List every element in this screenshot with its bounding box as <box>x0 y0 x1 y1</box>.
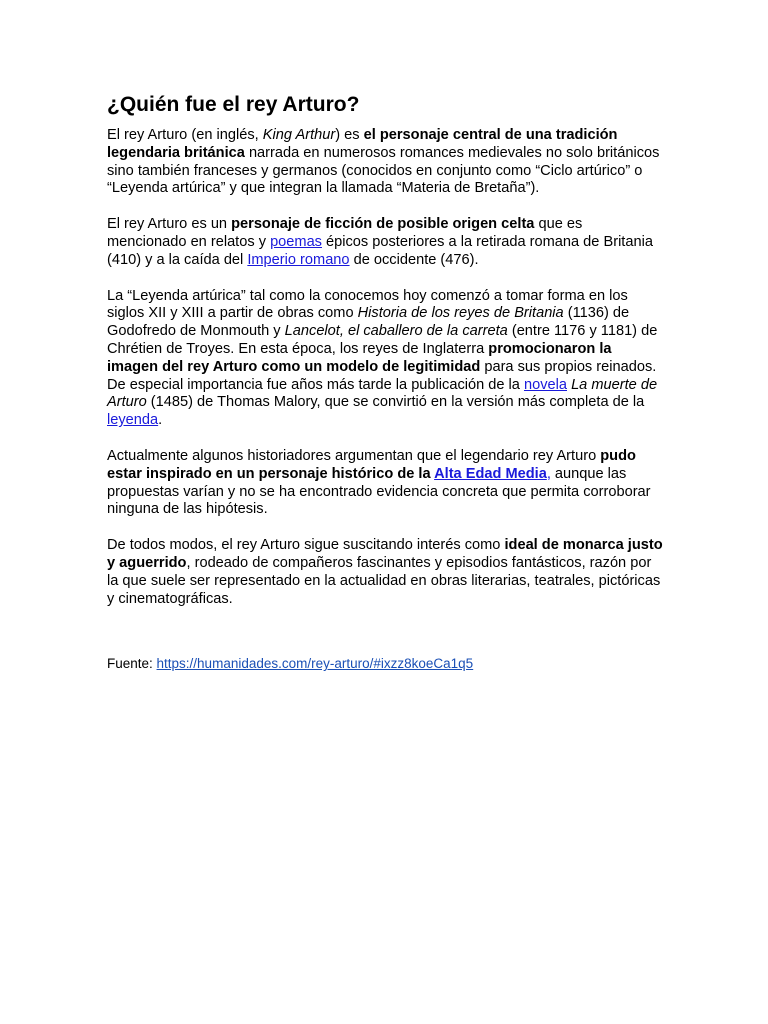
paragraph-3 <box>107 288 663 430</box>
p2-text-4: de occidente (476). <box>349 251 479 268</box>
p3-text-5: (1485) de Thomas Malory, que se convirtió en la versión más completa de la <box>146 394 645 411</box>
p3-text-2: (1136) de Godofredo de Monmouth y <box>107 305 630 340</box>
p1-italic-king-arthur: King Arthur <box>262 127 336 143</box>
p1-text-1: El rey Arturo (en inglés, <box>107 127 263 143</box>
p5-text-1: De todos modos, el rey Arturo sigue suscitando interés como <box>107 537 505 554</box>
paragraph-1 <box>107 127 663 198</box>
p2-text-1: El rey Arturo es un <box>107 216 232 233</box>
p2-text-3: épicos posteriores a la retirada romana de Britania (410) y a la caída del <box>107 233 653 268</box>
source-line <box>107 655 663 672</box>
link-poemas[interactable]: poemas <box>270 233 322 250</box>
source-label: Fuente: <box>107 656 157 672</box>
p2-text-2: que es mencionado en relatos y <box>107 216 583 250</box>
p3-text-1: La “Leyenda artúrica” tal como la conocemos hoy comenzó a tomar forma en los siglos XII y XIII a partir de obras como <box>107 287 628 322</box>
p3-italic-3: La muerte de Arturo <box>107 376 658 411</box>
p3-italic-1: Historia de los reyes de Britania <box>357 305 564 322</box>
p3-text-6: . <box>158 412 163 429</box>
p5-bold-1: ideal de monarca justo y aguerrido <box>107 537 663 571</box>
p1-text-2: ) es <box>335 127 364 143</box>
page-title: ¿Quién fue el rey Arturo? <box>107 93 360 116</box>
p3-text-3: (entre 1176 y 1181) de Chrétien de Troyes. En esta época, los reyes de Inglaterra <box>107 323 658 357</box>
source-link[interactable]: https://humanidades.com/rey-arturo/#ixzz8koeCa1q5 <box>156 656 474 672</box>
link-imperio-romano[interactable]: Imperio romano <box>247 251 350 268</box>
link-leyenda[interactable]: leyenda <box>107 412 159 429</box>
link-novela[interactable]: novela <box>523 376 567 393</box>
paragraph-4 <box>107 448 663 519</box>
document-page <box>107 92 663 690</box>
p2-bold-1: personaje de ficción de posible origen celta <box>231 216 535 233</box>
p1-text-3: narrada en numerosos romances medievales no solo británicos sino también franceses y germanos (conocidos en conjunto como “Ciclo artúrico” o “Leyenda artúrica” y que integran la llamada “Materia de Bretaña”). <box>107 144 660 197</box>
p5-text-2: , rodeado de compañeros fascinantes y episodios fantásticos, razón por la que suele ser representado en la actualidad en obras literarias, teatrales, pictóricas y cinematográficas. <box>107 554 661 607</box>
p1-bold-1: el personaje central de una tradición legendaria británica <box>107 127 618 161</box>
p4-bold-1: pudo estar inspirado en un personaje histórico de la <box>107 447 636 482</box>
paragraph-5 <box>107 537 663 608</box>
p4-text-2: aunque las propuestas varían y no se ha encontrado evidencia concreta que permita corroborar ninguna de las hipótesis. <box>107 465 651 518</box>
link-alta-edad-media[interactable]: Alta Edad Media <box>434 465 547 482</box>
p4-text-1: Actualmente algunos historiadores argumentan que el legendario rey Arturo <box>107 447 601 464</box>
p3-italic-2: Lancelot, el caballero de la carreta <box>284 323 508 340</box>
link-alta-edad-media-comma: , <box>546 465 551 482</box>
p3-bold-1: promocionaron la imagen del rey Arturo como un modelo de legitimidad <box>107 340 612 375</box>
p3-text-4: para sus propios reinados. De especial importancia fue años más tarde la publicación de la <box>107 358 657 393</box>
paragraph-2 <box>107 216 663 269</box>
